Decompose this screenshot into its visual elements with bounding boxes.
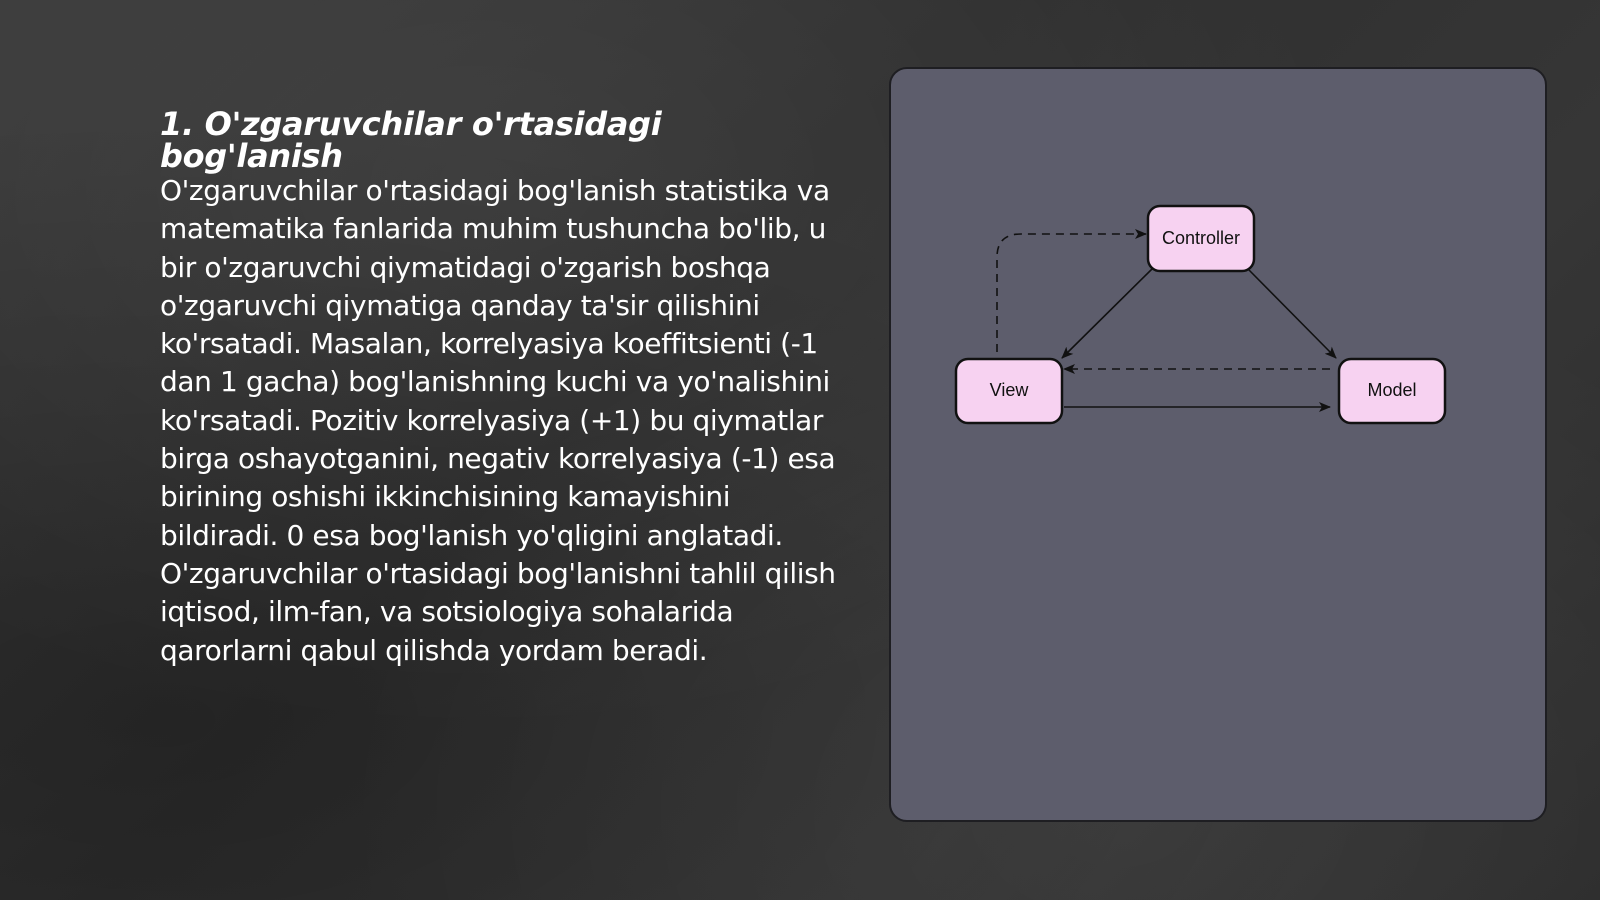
node-controller bbox=[1148, 206, 1254, 271]
node-view-label: View bbox=[989, 379, 1029, 400]
slide-title: 1. O'zgaruvchilar o'rtasidagi bog'lanish bbox=[160, 105, 662, 175]
diagram-panel bbox=[889, 67, 1547, 822]
node-model bbox=[1339, 359, 1445, 423]
slide-body: O'zgaruvchilar o'rtasidagi bog'lanish statistika va matematika fanlarida muhim tushuncha bo'lib, u bir o'zgaruvchi qiymatidagi o'zgarish boshqa o'zgaruvchi qiymatiga qanday ta'sir qilishini ko'rsatadi. Masalan, korrelyasiya koeffitsienti (-1 dan 1 gacha) bog'lanishning kuchi va yo'nalishini ko'rsatadi. Pozitiv korrelyasiya (+1) bu qiymatlar birga oshayotganini, negativ korrelyasiya (-1) esa birining oshishi ikkinchisining kamayishini bildiradi. 0 esa bog'lanish yo'qligini anglatadi. O'zgaruvchilar o'rtasidagi bog'lanishni tahlil qilish iqtisod, ilm-fan, va sotsiologiya sohalarida qarorlarni qabul qilishda yordam beradi. bbox=[160, 174, 836, 667]
edge-view-to-controller bbox=[997, 234, 1146, 352]
text-column bbox=[160, 105, 850, 670]
node-view bbox=[956, 359, 1062, 423]
mvc-diagram bbox=[891, 69, 1549, 824]
node-model-label: Model bbox=[1367, 379, 1417, 400]
node-controller-label: Controller bbox=[1161, 227, 1241, 248]
edge-controller-to-model bbox=[1248, 269, 1336, 358]
edge-controller-to-view bbox=[1062, 269, 1152, 358]
